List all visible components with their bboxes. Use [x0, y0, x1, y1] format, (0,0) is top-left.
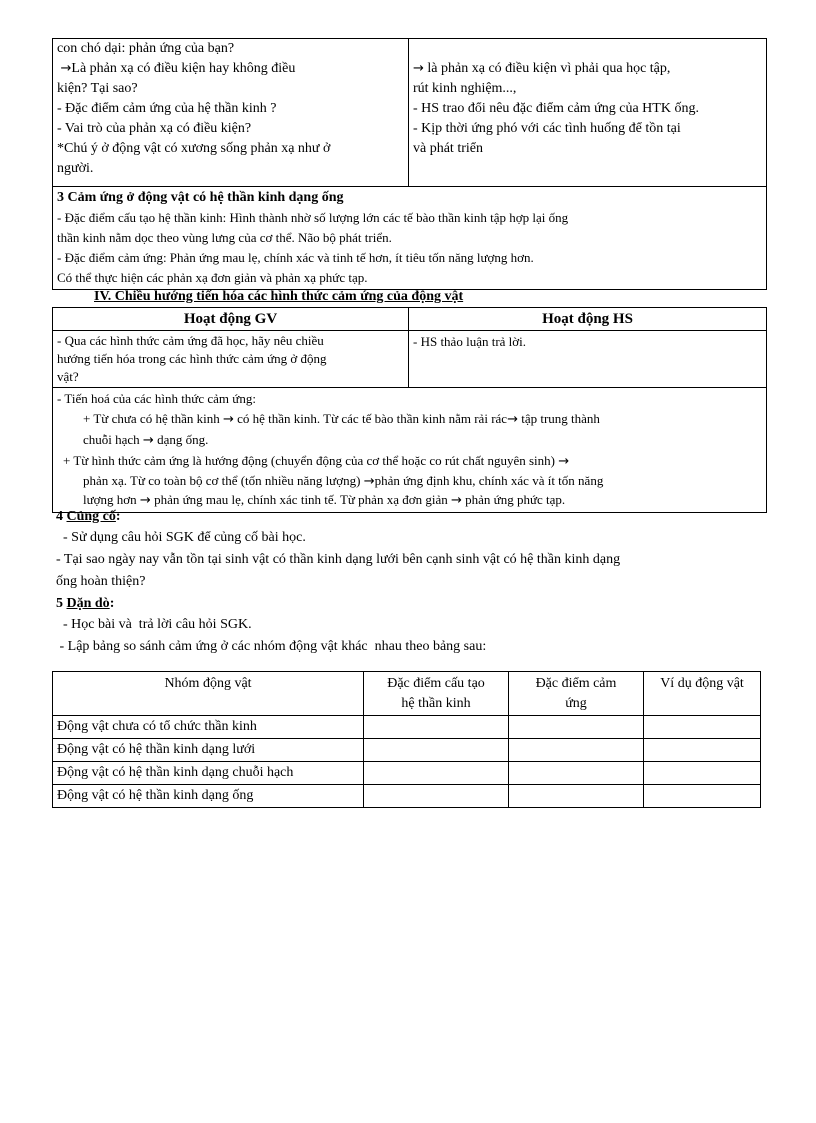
comparison-table: [52, 671, 761, 808]
gv-line: - Vai trò của phản xạ có điều kiện?: [57, 121, 252, 136]
dando-line: - Lập bảng so sánh cảm ứng ở các nhóm động vật khác nhau theo bảng sau:: [56, 639, 487, 654]
hs-line: - HS trao đổi nêu đặc điểm cảm ứng của HTK ống.: [413, 101, 699, 116]
section3-title: 3 Cảm ứng ở động vật có hệ thần kinh dạng ống: [57, 190, 344, 205]
row-cell: [364, 739, 509, 762]
section3-line: thần kinh nằm dọc theo vùng lưng của cơ thể. Não bộ phát triển.: [57, 230, 392, 245]
arrow-right-icon: →: [139, 493, 151, 508]
gv-question-line: vật?: [57, 369, 79, 384]
section4-title: IV. Chiều hướng tiến hóa các hình thức cảm ứng của động vật: [94, 289, 464, 304]
table-row: [53, 785, 761, 808]
gv-line: *Chú ý ở động vật có xương sống phản xạ như ở: [57, 141, 331, 156]
activity-table-evolution: [52, 307, 767, 513]
dando-line: - Học bài và trả lời câu hỏi SGK.: [56, 617, 252, 632]
arrow-right-icon: →: [60, 61, 72, 76]
gv-question-line: - Qua các hình thức cảm ứng đã học, hãy nêu chiều: [57, 333, 324, 348]
cungco-line: ống hoàn thiện?: [56, 574, 146, 589]
row-cell: [509, 739, 644, 762]
row-cell: [364, 762, 509, 785]
activity-table-top: [52, 38, 767, 290]
gv-line: - Đặc điểm cảm ứng của hệ thần kinh ?: [57, 101, 277, 116]
evolution-line: chuỗi hạch → dạng ống.: [83, 432, 209, 448]
arrow-right-icon: →: [142, 433, 154, 448]
hs-line: và phát triển: [413, 141, 483, 156]
evolution-cell: [53, 388, 767, 513]
evolution-line: lượng hơn → phản ứng mau lẹ, chính xác tinh tế. Từ phản xạ đơn giản → phản ứng phức tạp.: [83, 492, 566, 508]
row-cell: [644, 785, 761, 808]
hs-cell: [409, 39, 767, 187]
row-group-name: Động vật có hệ thần kinh dạng ống: [53, 785, 364, 808]
gv-question-cell: [53, 331, 409, 388]
arrow-right-icon: →: [363, 474, 375, 489]
row-cell: [509, 762, 644, 785]
evolution-line: phản xạ. Từ co toàn bộ cơ thể (tốn nhiều năng lượng) →phản ứng định khu, chính xác và ít tốn năng: [83, 473, 604, 489]
gv-line: người.: [57, 161, 94, 176]
section3-line: - Đặc điểm cảm ứng: Phản ứng mau lẹ, chính xác và tinh tế hơn, ít tiêu tốn năng lượng hơn.: [57, 250, 534, 265]
row-cell: [509, 716, 644, 739]
section3-line: Có thể thực hiện các phản xạ đơn giản và phản xạ phức tạp.: [57, 270, 368, 285]
arrow-right-icon: →: [507, 412, 518, 427]
row-cell: [364, 716, 509, 739]
cungco-line: - Sử dụng câu hỏi SGK để củng cố bài học.: [56, 530, 306, 545]
hs-answer-cell: - HS thảo luận trả lời.: [409, 331, 767, 388]
comparison-header-row: [53, 672, 761, 716]
gv-line: kiện? Tại sao?: [57, 81, 138, 96]
arrow-right-icon: →: [222, 412, 234, 427]
col-header-gv: Hoạt động GV: [53, 308, 409, 331]
arrow-right-icon: →: [450, 493, 462, 508]
section3-cell: [53, 187, 767, 290]
row-group-name: Động vật có hệ thần kinh dạng lưới: [53, 739, 364, 762]
hs-line: - Kịp thời ứng phó với các tình huống để tồn tại: [413, 121, 681, 136]
row-cell: [364, 785, 509, 808]
gv-cell: [53, 39, 409, 187]
table-row: [53, 716, 761, 739]
row-group-name: Động vật có hệ thần kinh dạng chuỗi hạch: [53, 762, 364, 785]
cungco-line: - Tại sao ngày nay vẫn tồn tại sinh vật có thần kinh dạng lưới bên cạnh sinh vật có hệ thần kinh dạng: [56, 552, 621, 567]
row-cell: [644, 716, 761, 739]
gv-line: con chó dại: phản ứng của bạn?: [57, 41, 235, 56]
row-cell: [644, 739, 761, 762]
header-example: Ví dụ động vật: [644, 672, 761, 716]
evolution-line: + Từ hình thức cảm ứng là hướng động (chuyển động của cơ thể hoặc co rút chất nguyên sinh) →: [63, 453, 570, 469]
hs-line: rút kinh nghiệm...,: [413, 81, 517, 96]
arrow-right-icon: →: [413, 61, 424, 76]
header-structure: Đặc điểm cấu tạo hệ thần kinh: [364, 672, 509, 716]
section3-line: - Đặc điểm cấu tạo hệ thần kinh: Hình thành nhờ số lượng lớn các tế bào thần kinh tập hợp lại ống: [57, 210, 569, 225]
gv-question-line: hướng tiến hóa trong các hình thức cảm ứng ở động: [57, 351, 327, 366]
hs-line: → là phản xạ có điều kiện vì phải qua học tập,: [413, 61, 671, 76]
table-row: [53, 739, 761, 762]
col-header-hs: Hoạt động HS: [409, 308, 767, 331]
cungco-title: 4 Củng cố:: [56, 509, 121, 524]
row-group-name: Động vật chưa có tổ chức thần kinh: [53, 716, 364, 739]
table-row: [53, 762, 761, 785]
dando-title: 5 Dặn dò:: [56, 596, 115, 611]
row-cell: [509, 785, 644, 808]
arrow-right-icon: →: [558, 454, 570, 469]
evolution-title: - Tiến hoá của các hình thức cảm ứng:: [57, 391, 256, 406]
gv-line: →Là phản xạ có điều kiện hay không điều: [60, 61, 296, 76]
evolution-line: + Từ chưa có hệ thần kinh → có hệ thần kinh. Từ các tế bào thần kinh nằm rải rác→ tập trung thành: [83, 411, 600, 427]
header-group: Nhóm động vật: [53, 672, 364, 716]
header-response: Đặc điểm cảm ứng: [509, 672, 644, 716]
row-cell: [644, 762, 761, 785]
